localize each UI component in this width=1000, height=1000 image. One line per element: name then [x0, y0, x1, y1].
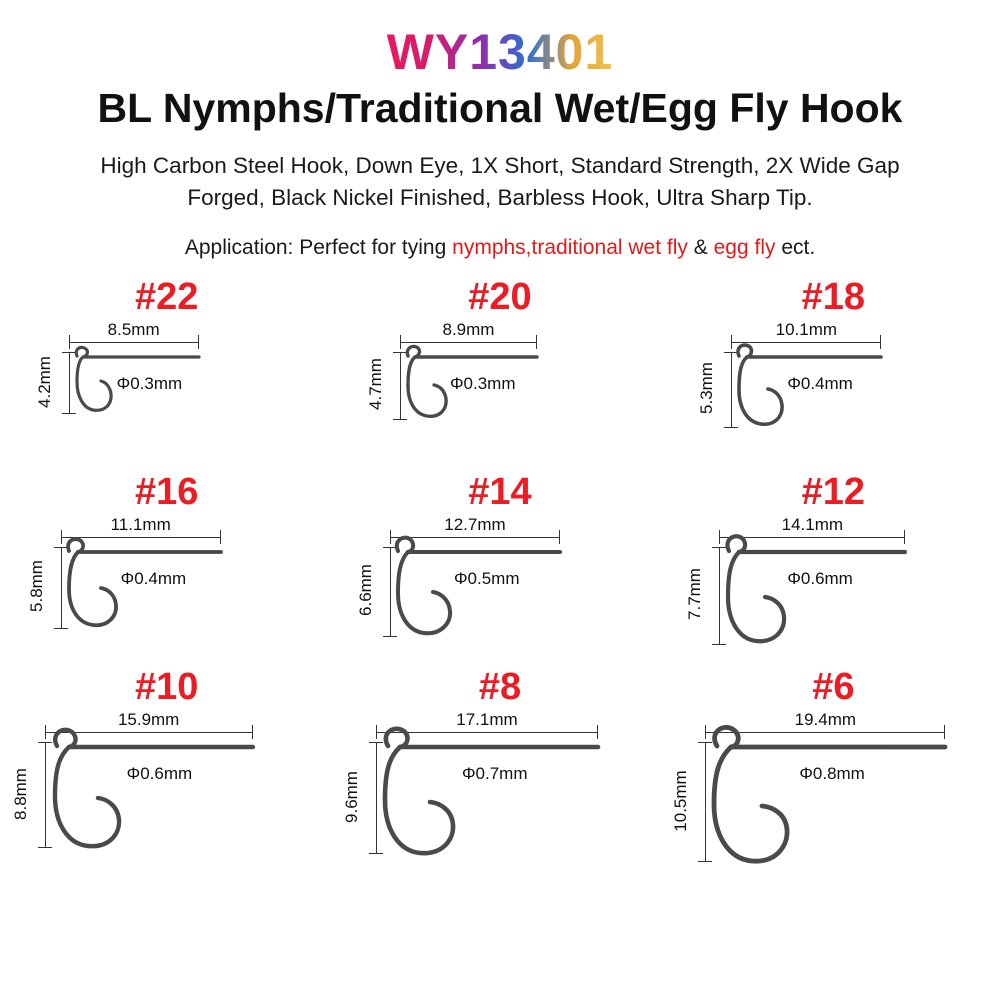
hook-illustration [350, 316, 650, 456]
application-suffix: ect. [775, 235, 816, 259]
hook-cell [667, 666, 1000, 861]
hook-diagram [350, 511, 650, 651]
hook-cell [0, 471, 333, 666]
hook-size-label: #14 [468, 470, 532, 513]
hook-size-label: #22 [134, 275, 199, 318]
specifications [0, 150, 1000, 214]
hook-size-label: #16 [134, 470, 199, 513]
spec-line-1: High Carbon Steel Hook, Down Eye, 1X Short, Standard Strength, 2X Wide Gap [100, 152, 900, 178]
hook-diagram [17, 511, 317, 651]
wire-diameter-label: Φ0.6mm [787, 568, 853, 588]
hook-cell [667, 276, 1000, 471]
application-middle: & [687, 235, 714, 259]
length-label: 17.1mm [456, 709, 518, 729]
hook-cell [0, 666, 333, 861]
length-label: 14.1mm [781, 514, 844, 534]
length-label: 15.9mm [117, 709, 180, 729]
hook-illustration [683, 316, 983, 456]
gap-label: 7.7mm [685, 567, 705, 620]
length-label: 8.9mm [442, 319, 495, 339]
length-label: 11.1mm [110, 514, 171, 534]
hook-diagram [683, 316, 983, 456]
length-label: 8.5mm [107, 319, 160, 339]
hook-diagram [350, 316, 650, 456]
hook-size-label: #8 [478, 665, 522, 708]
hook-cell [333, 276, 666, 471]
wire-diameter-label: Φ0.8mm [799, 763, 865, 783]
hook-diagram [10, 706, 317, 846]
hook-cell [0, 276, 333, 471]
length-label: 19.4mm [794, 709, 857, 729]
hook-size-grid [0, 276, 1000, 861]
hook-cell [667, 471, 1000, 666]
page-title: BL Nymphs/Traditional Wet/Egg Fly Hook [97, 84, 903, 131]
hook-size-label: #18 [801, 275, 866, 318]
hook-diagram [671, 706, 983, 846]
gap-label: 6.6mm [355, 563, 375, 616]
length-label: 10.1mm [775, 319, 838, 339]
gap-label: 4.2mm [34, 355, 54, 408]
application-line [0, 236, 1000, 260]
header [0, 0, 1000, 260]
hook-illustration [350, 706, 650, 861]
hook-illustration [17, 706, 317, 856]
hook-illustration [17, 511, 317, 651]
wire-diameter-label: Φ0.6mm [126, 763, 193, 783]
wire-diameter-label: Φ0.7mm [461, 763, 528, 783]
application-prefix: Application: Perfect for tying [184, 235, 453, 259]
hook-illustration [350, 511, 650, 651]
hook-diagram [17, 316, 317, 456]
application-highlight-2: egg fly [713, 235, 776, 259]
wire-diameter-label: Φ0.3mm [449, 373, 516, 393]
hook-illustration [683, 511, 983, 651]
hook-illustration [683, 706, 983, 868]
spec-line-2: Forged, Black Nickel Finished, Barbless Hook, Ultra Sharp Tip. [187, 184, 813, 210]
hook-size-label: #6 [812, 665, 855, 708]
wire-diameter-label: Φ0.4mm [120, 568, 187, 588]
wire-diameter-label: Φ0.5mm [453, 568, 520, 588]
wire-diameter-label: Φ0.3mm [116, 373, 183, 393]
hook-size-label: #10 [134, 665, 199, 708]
gap-label: 5.8mm [26, 559, 46, 612]
model-code: WY13401 [386, 24, 614, 80]
gap-label: 9.6mm [341, 770, 361, 823]
length-label: 12.7mm [444, 514, 506, 534]
hook-cell [333, 471, 666, 666]
gap-label: 10.5mm [671, 769, 691, 832]
hook-size-label: #20 [468, 275, 532, 318]
hook-diagram [683, 511, 983, 651]
hook-diagram [341, 706, 650, 846]
wire-diameter-label: Φ0.4mm [787, 373, 853, 393]
gap-label: 8.8mm [10, 767, 30, 820]
application-highlight-1: nymphs,traditional wet fly [452, 235, 688, 259]
hook-illustration [17, 316, 317, 456]
hook-size-label: #12 [801, 470, 866, 513]
gap-label: 4.7mm [365, 357, 385, 410]
hook-cell [333, 666, 666, 861]
gap-label: 5.3mm [697, 361, 717, 414]
